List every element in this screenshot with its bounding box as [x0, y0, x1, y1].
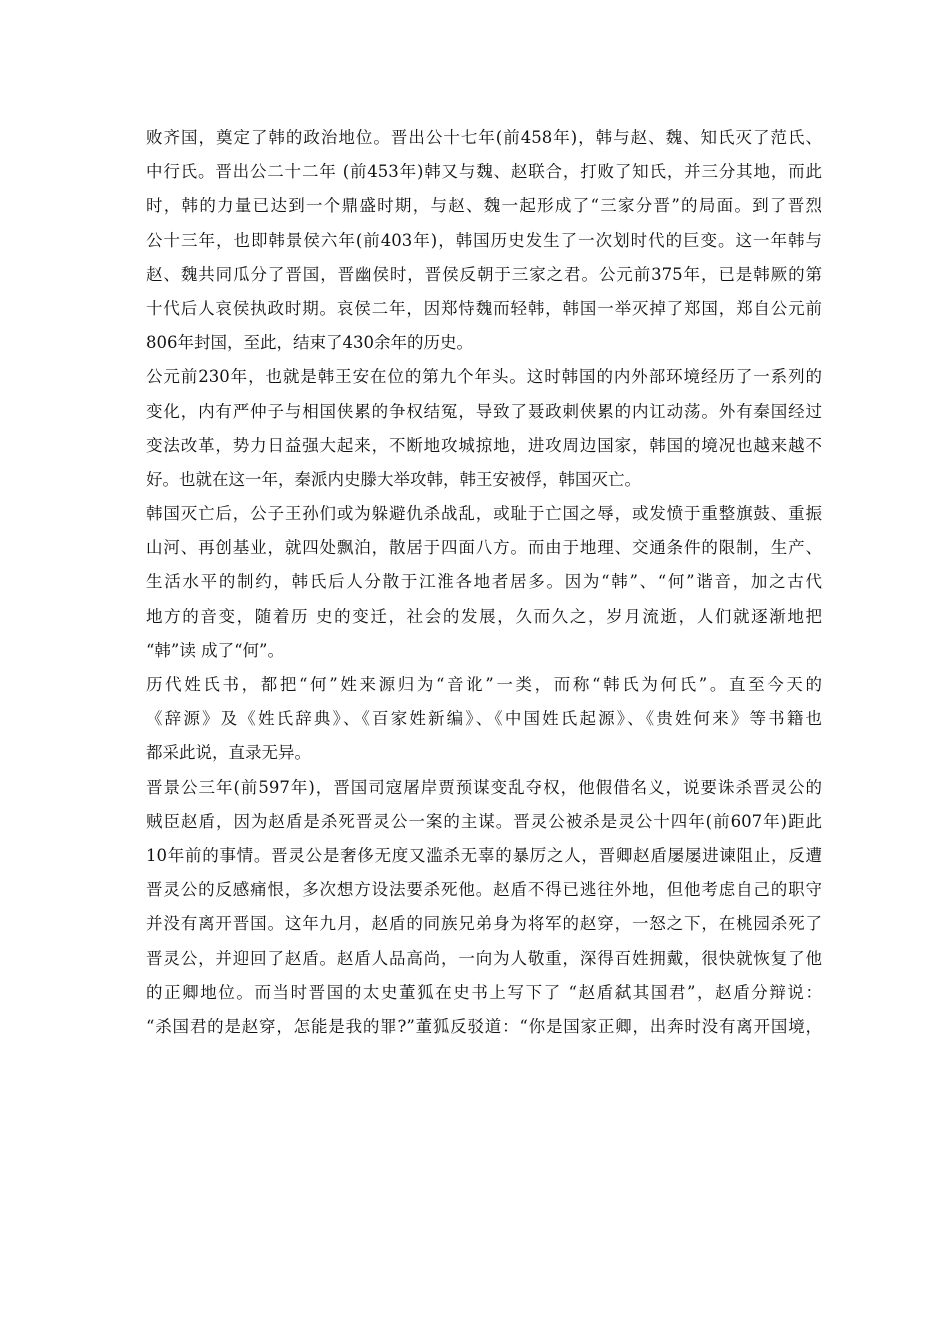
- text-line: 的正卿地位。而当时晋国的太史董狐在史书上写下了 “赵盾弑其国君”，赵盾分辩说：: [146, 982, 822, 1002]
- text-line: 十代后人哀侯执政时期。哀侯二年，因郑恃魏而轻韩，韩国一举灭掉了郑国，郑自公元前: [146, 298, 822, 318]
- text-line: 10年前的事情。晋灵公是奢侈无度又滥杀无辜的暴厉之人，晋卿赵盾屡屡进谏阻止，反遭: [146, 845, 822, 865]
- text-line: 晋灵公的反感痛恨，多次想方设法要杀死他。赵盾不得已逃往外地，但他考虑自己的职守: [146, 880, 822, 900]
- text-line: 《辞源》及《姓氏辞典》、《百家姓新编》、《中国姓氏起源》、《贵姓何来》等书籍也: [146, 709, 822, 729]
- text-line: 时，韩的力量已达到一个鼎盛时期，与赵、魏一起形成了“三家分晋”的局面。到了晋烈: [146, 196, 822, 216]
- document-body: [146, 121, 822, 1044]
- text-line: 晋灵公，并迎回了赵盾。赵盾人品高尚，一向为人敬重，深得百姓拥戴，很快就恢复了他: [146, 948, 822, 968]
- text-line: 晋景公三年(前597年)，晋国司寇屠岸贾预谋变乱夺权，他假借名义，说要诛杀晋灵公的: [146, 777, 822, 797]
- text-line: 公元前230年，也就是韩王安在位的第九个年头。这时韩国的内外部环境经历了一系列的: [146, 367, 822, 387]
- text-line: 赵、魏共同瓜分了晋国，晋幽侯时，晋侯反朝于三家之君。公元前375年，已是韩厥的第: [146, 264, 822, 284]
- text-line: 变化，内有严仲子与相国侠累的争权结冤，导致了聂政刺侠累的内讧动荡。外有秦国经过: [146, 401, 822, 421]
- text-line: 公十三年，也即韩景侯六年(前403年)，韩国历史发生了一次划时代的巨变。这一年韩与: [146, 230, 822, 250]
- text-line: 韩国灭亡后，公子王孙们或为躲避仇杀战乱，或耻于亡国之辱，或发愤于重整旗鼓、重振: [146, 504, 822, 524]
- text-line: 806年封国，至此，结束了430余年的历史。: [146, 333, 473, 353]
- text-line: 地方的音变，随着历 史的变迁，社会的发展，久而久之，岁月流逝，人们就逐渐地把: [146, 606, 822, 626]
- text-line: “韩”读 成了“何”。: [146, 640, 284, 660]
- text-line: 贼臣赵盾，因为赵盾是杀死晋灵公一案的主谋。晋灵公被杀是灵公十四年(前607年)距此: [146, 811, 822, 831]
- text-line: “杀国君的是赵穿，怎能是我的罪?”董狐反驳道：“你是国家正卿，出奔时没有离开国境，: [146, 1016, 822, 1036]
- text-line: 山河、再创基业，就四处飘泊，散居于四面八方。而由于地理、交通条件的限制，生产、: [146, 538, 822, 558]
- text-line: 好。也就在这一年，秦派内史滕大举攻韩，韩王安被俘，韩国灭亡。: [146, 469, 641, 489]
- text-line: 历代姓氏书，都把“何”姓来源归为“音讹”一类，而称“韩氏为何氏”。直至今天的: [146, 675, 822, 694]
- text-line: 并没有离开晋国。这年九月，赵盾的同族兄弟身为将军的赵穿，一怒之下，在桃园杀死了: [146, 914, 822, 934]
- text-line: 都采此说，直录无异。: [146, 743, 311, 763]
- text-line: 变法改革，势力日益强大起来，不断地攻城掠地，进攻周边国家，韩国的境况也越来越不: [146, 435, 822, 455]
- text-line: 败齐国，奠定了韩的政治地位。晋出公十七年(前458年)，韩与赵、魏、知氏灭了范氏、: [146, 128, 822, 147]
- text-line: 生活水平的制约，韩氏后人分散于江淮各地者居多。因为“韩”、“何”谐音，加之古代: [146, 572, 822, 592]
- text-line: 中行氏。晋出公二十二年 (前453年)韩又与魏、赵联合，打败了知氏，并三分其地，而此: [146, 162, 822, 182]
